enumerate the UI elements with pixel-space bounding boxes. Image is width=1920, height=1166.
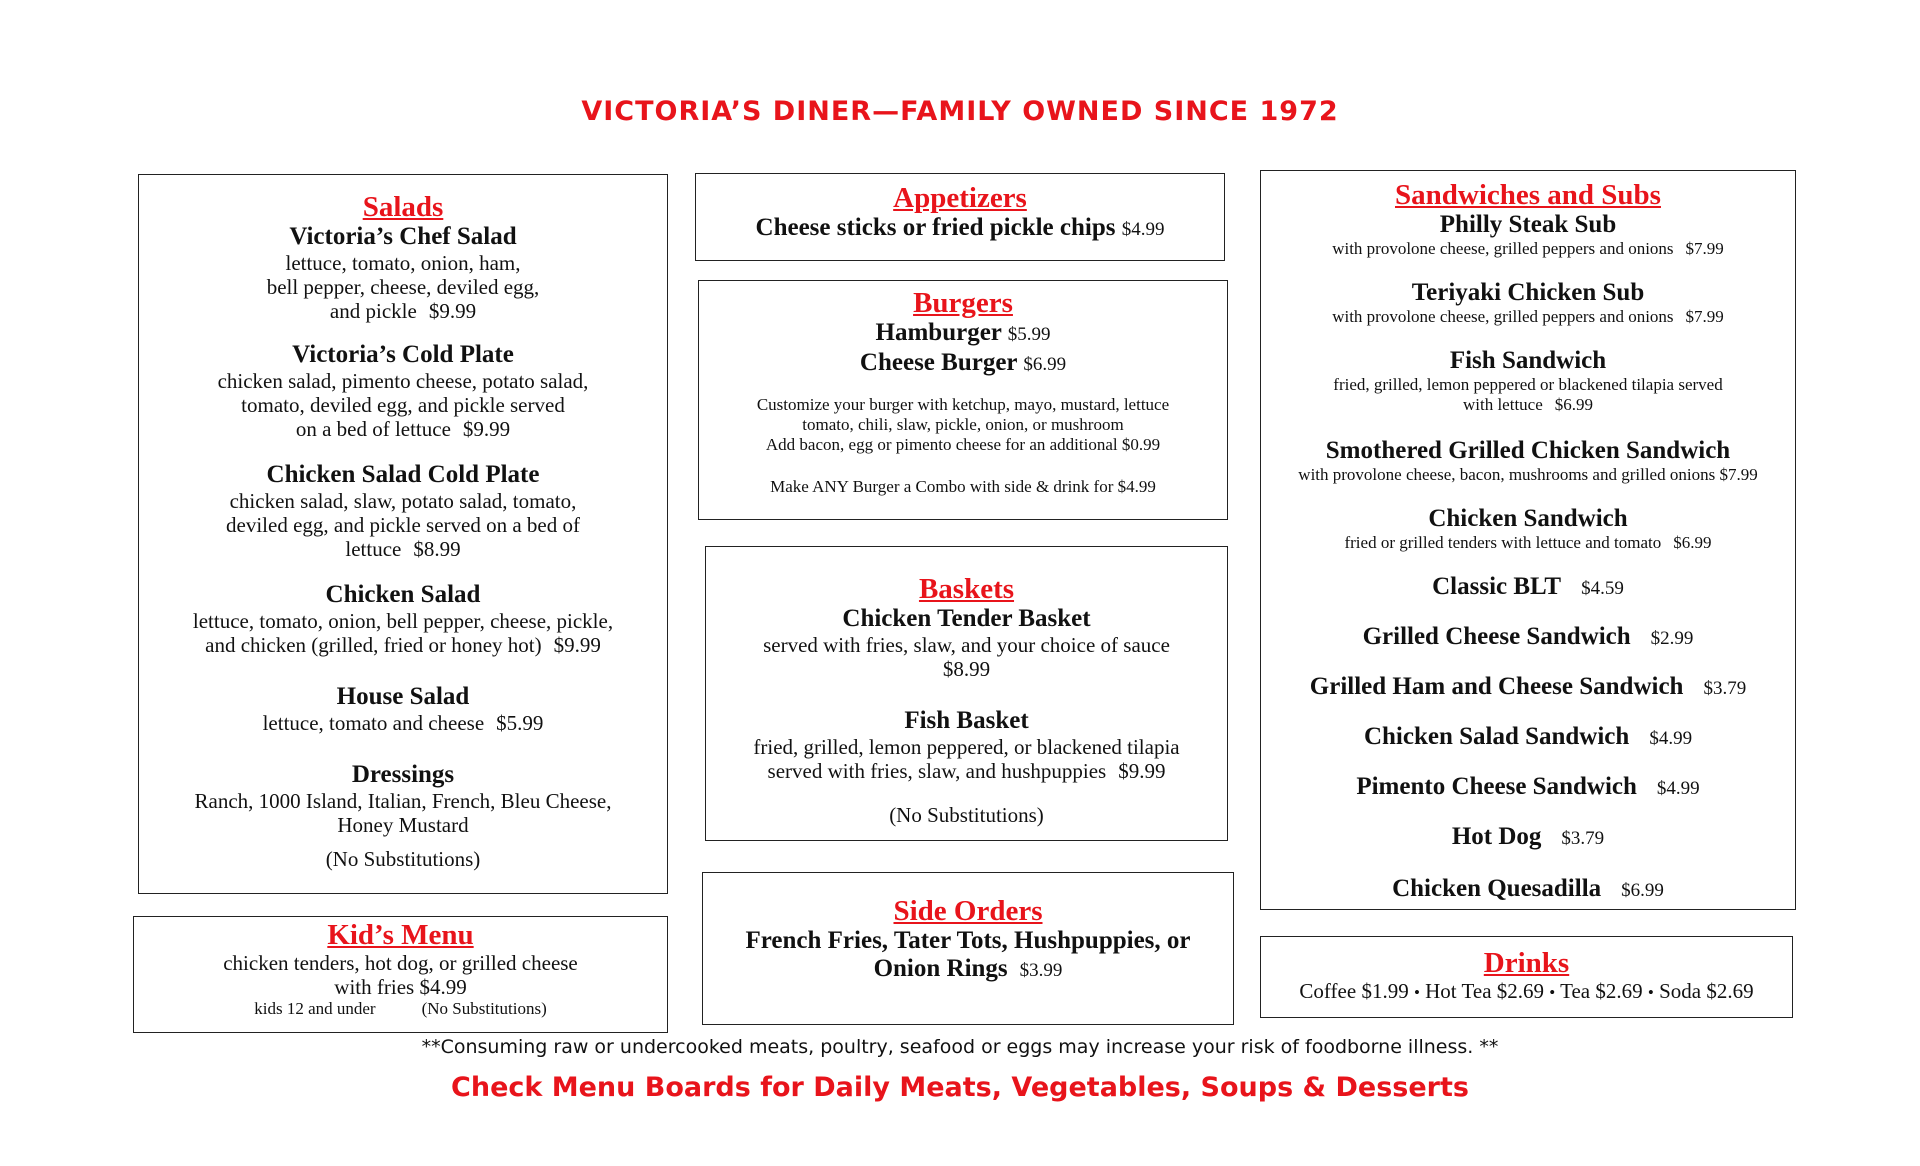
salads-heading: Salads bbox=[362, 191, 444, 223]
sandwich-item: Fish Sandwich fried, grilled, lemon peppered or blackened tilapia served with lettuce $6.99 bbox=[1261, 347, 1795, 415]
sandwich-item-price: $3.79 bbox=[1561, 828, 1605, 849]
basket-item-price: $8.99 bbox=[942, 657, 991, 681]
sandwich-item bbox=[1261, 573, 1795, 603]
drinks-heading: Drinks bbox=[1483, 947, 1570, 979]
basket-item-name: Fish Basket bbox=[904, 707, 1029, 734]
sandwich-item-price: $3.79 bbox=[1703, 678, 1747, 699]
burger-item-price: $5.99 bbox=[1007, 324, 1051, 345]
baskets-section: Baskets Chicken Tender Basket served with fries, slaw, and your choice of sauce $8.99 Fish Basket fried, grilled, lemon peppered, or blackened tilapia served with fries, slaw, and hushpuppies $9.99 (No Substitutions) bbox=[705, 546, 1228, 841]
sandwich-item-price: $4.99 bbox=[1649, 728, 1693, 749]
sandwich-item-name: Chicken Quesadilla bbox=[1392, 875, 1602, 902]
kids-menu-section: Kid’s Menu chicken tenders, hot dog, or grilled cheese with fries $4.99 kids 12 and under (No Substitutions) bbox=[133, 916, 668, 1033]
drink-item-name: Tea bbox=[1560, 979, 1591, 1003]
baskets-heading: Baskets bbox=[918, 573, 1015, 605]
appetizers-heading: Appetizers bbox=[893, 182, 1027, 214]
sandwich-item-price: $6.99 bbox=[1673, 533, 1712, 552]
drink-item-price: $2.69 bbox=[1496, 979, 1545, 1003]
sandwich-item-name: Smothered Grilled Chicken Sandwich bbox=[1325, 437, 1731, 464]
appetizer-price: $4.99 bbox=[1121, 219, 1165, 240]
sandwich-item bbox=[1261, 773, 1795, 803]
dressings-name: Dressings bbox=[351, 761, 455, 788]
sandwich-item bbox=[1261, 823, 1795, 853]
sandwich-item-name: Fish Sandwich bbox=[1449, 347, 1607, 374]
sandwich-item bbox=[1261, 723, 1795, 753]
salad-item-name: Victoria’s Chef Salad bbox=[289, 223, 517, 250]
sandwich-item bbox=[1261, 623, 1795, 653]
no-substitutions-note: (No Substitutions) bbox=[421, 999, 547, 1018]
salads-section bbox=[138, 174, 668, 894]
salad-item-name: Chicken Salad bbox=[325, 581, 481, 608]
burger-item-name: Cheese Burger bbox=[859, 349, 1018, 376]
kids-age-note: kids 12 and under bbox=[254, 999, 376, 1018]
sandwich-item-price: $2.99 bbox=[1650, 628, 1694, 649]
salad-item: Victoria’s Cold Plate chicken salad, pimento cheese, potato salad, tomato, deviled egg, and pickle served on a bed of lettuce $9.99 bbox=[139, 341, 667, 441]
salad-item-price: $9.99 bbox=[428, 299, 477, 323]
sandwich-item: Philly Steak Sub with provolone cheese, grilled peppers and onions $7.99 bbox=[1261, 211, 1795, 259]
sandwich-item-name: Grilled Ham and Cheese Sandwich bbox=[1309, 673, 1684, 700]
sandwich-item-price: $6.99 bbox=[1554, 395, 1594, 414]
salad-item-name: House Salad bbox=[336, 683, 470, 710]
drink-item-name: Coffee bbox=[1299, 979, 1357, 1003]
sandwich-item bbox=[1261, 875, 1795, 905]
side-orders-section: Side Orders French Fries, Tater Tots, Hushpuppies, or Onion Rings $3.99 bbox=[702, 872, 1234, 1025]
salad-item-name: Chicken Salad Cold Plate bbox=[266, 461, 540, 488]
salad-item: Chicken Salad lettuce, tomato, onion, bell pepper, cheese, pickle, and chicken (grilled, fried or honey hot) $9.99 bbox=[139, 581, 667, 657]
burgers-heading: Burgers bbox=[913, 287, 1013, 319]
salad-item-price: $5.99 bbox=[496, 711, 544, 735]
salad-item: House Salad lettuce, tomato and cheese $5.99 bbox=[139, 683, 667, 735]
sandwich-item-name: Chicken Salad Sandwich bbox=[1363, 723, 1630, 750]
sandwich-item: Teriyaki Chicken Sub with provolone cheese, grilled peppers and onions $7.99 bbox=[1261, 279, 1795, 327]
sandwich-item-name: Grilled Cheese Sandwich bbox=[1362, 623, 1631, 650]
no-substitutions-note: (No Substitutions) bbox=[889, 803, 1044, 827]
sandwich-item: Chicken Sandwich fried or grilled tenders with lettuce and tomato $6.99 bbox=[1261, 505, 1795, 553]
sandwich-item-price: $4.99 bbox=[1656, 778, 1700, 799]
sandwich-item-name: Teriyaki Chicken Sub bbox=[1411, 279, 1645, 306]
dressings: Dressings Ranch, 1000 Island, Italian, French, Bleu Cheese, Honey Mustard bbox=[139, 761, 667, 837]
kids-menu-price: $4.99 bbox=[419, 975, 467, 999]
appetizer-item: Cheese sticks or fried pickle chips bbox=[755, 214, 1116, 241]
sandwich-item bbox=[1261, 673, 1795, 703]
sandwiches-section bbox=[1260, 170, 1796, 910]
sandwich-item-name: Pimento Cheese Sandwich bbox=[1356, 773, 1637, 800]
sandwich-item-price: $4.59 bbox=[1581, 578, 1624, 599]
burger-item-price: $6.99 bbox=[1023, 354, 1067, 375]
sandwich-item-price: $7.99 bbox=[1685, 307, 1724, 326]
kids-menu-heading: Kid’s Menu bbox=[327, 919, 474, 951]
drink-item-price: $2.69 bbox=[1706, 979, 1754, 1003]
burger-combo-note: Make ANY Burger a Combo with side & drink for $4.99 bbox=[770, 477, 1156, 496]
side-orders-items: French Fries, Tater Tots, Hushpuppies, or bbox=[745, 927, 1191, 954]
sandwiches-heading: Sandwiches and Subs bbox=[1395, 179, 1661, 211]
sandwich-item-price: $7.99 bbox=[1685, 239, 1724, 258]
salad-item: Chicken Salad Cold Plate chicken salad, slaw, potato salad, tomato, deviled egg, and pickle served on a bed of lettuce $8.99 bbox=[139, 461, 667, 561]
drink-item-price: $1.99 bbox=[1361, 979, 1409, 1003]
drinks-list: Coffee $1.99 • Hot Tea $2.69 • Tea $2.69 • Soda $2.69 bbox=[1299, 979, 1754, 1003]
sandwich-item-name: Hot Dog bbox=[1451, 823, 1542, 850]
burger-item-name: Hamburger bbox=[875, 319, 1002, 346]
salad-item-price: $9.99 bbox=[462, 417, 511, 441]
basket-item-price: $9.99 bbox=[1118, 759, 1166, 783]
sandwich-item: Smothered Grilled Chicken Sandwich with provolone cheese, bacon, mushrooms and grilled onions $7.99 bbox=[1261, 437, 1795, 485]
no-substitutions-note: (No Substitutions) bbox=[325, 847, 481, 871]
salad-item-price: $8.99 bbox=[413, 537, 461, 561]
sandwich-item-price: $7.99 bbox=[1719, 465, 1758, 484]
side-orders-heading: Side Orders bbox=[893, 895, 1043, 927]
burgers-section: Burgers Hamburger $5.99 Cheese Burger $6.99 Customize your burger with ketchup, mayo, mustard, lettuce tomato, chili, slaw, pickle, onion, or mushroom Add bacon, egg or pimento cheese for an additional $0.99 Make ANY Burger a Combo with side & drink for $4.99 bbox=[698, 280, 1228, 520]
sandwich-item-name: Chicken Sandwich bbox=[1428, 505, 1628, 532]
food-safety-disclaimer: **Consuming raw or undercooked meats, poultry, seafood or eggs may increase your risk of foodborne illness. ** bbox=[421, 1036, 1499, 1058]
side-orders-price: $3.99 bbox=[1019, 960, 1063, 981]
drink-item-price: $2.69 bbox=[1595, 979, 1643, 1003]
appetizers-section bbox=[695, 173, 1225, 261]
salad-item-price: $9.99 bbox=[553, 633, 601, 657]
salad-item: Victoria’s Chef Salad lettuce, tomato, onion, ham, bell pepper, cheese, deviled egg, and pickle $9.99 bbox=[139, 223, 667, 323]
drink-item-name: Soda bbox=[1659, 979, 1702, 1003]
menu-title: VICTORIA’S DINER—FAMILY OWNED SINCE 1972 bbox=[581, 96, 1339, 127]
salad-item-name: Victoria’s Cold Plate bbox=[292, 341, 514, 368]
sandwich-item-price: $6.99 bbox=[1621, 880, 1664, 901]
basket-item-name: Chicken Tender Basket bbox=[842, 605, 1091, 632]
drink-item-name: Hot Tea bbox=[1425, 979, 1492, 1003]
sandwich-item-name: Classic BLT bbox=[1432, 573, 1562, 600]
drinks-section bbox=[1260, 936, 1793, 1018]
footer-banner: Check Menu Boards for Daily Meats, Vegetables, Soups & Desserts bbox=[451, 1072, 1469, 1103]
sandwich-item-name: Philly Steak Sub bbox=[1439, 211, 1617, 238]
